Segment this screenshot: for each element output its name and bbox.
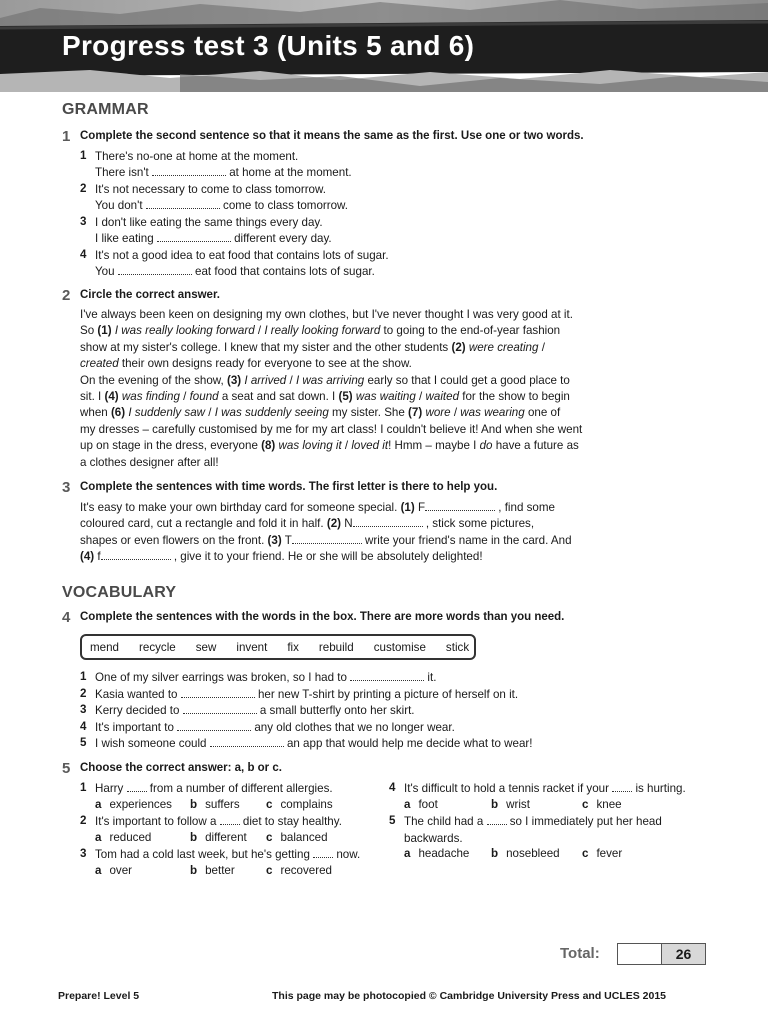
option-text: over [109,863,133,877]
answer-option[interactable] [582,798,622,811]
item-first-sentence: There's no-one at home at the moment. [95,150,299,163]
answer-blank[interactable] [183,704,257,714]
gap-number: (8) [261,439,276,453]
answer-option[interactable] [491,847,560,860]
answer-option: I was suddenly seeing [214,406,329,420]
answer-option[interactable] [95,864,132,877]
answer-blank[interactable] [101,550,171,560]
question-instruction: Circle the correct answer. [80,289,220,301]
grammar-heading: GRAMMAR [62,101,149,118]
option-letter: c [582,797,589,811]
option-letter: b [190,797,198,811]
word-box-item: sew [195,640,217,654]
vocabulary-heading: VOCABULARY [62,584,177,601]
option-letter: a [95,830,102,844]
option-letter: b [491,797,499,811]
passage-line: shapes or even flowers on the front. (3) T write your friend's name in the card. And [80,533,572,547]
passage-line: On the evening of the show, (3) I arrived / I was arriving early so that I could get a good place to [80,373,570,387]
answer-blank[interactable] [177,721,251,731]
title-banner [0,0,768,92]
question-number: 1 [62,128,71,145]
answer-blank[interactable] [353,517,423,527]
item-number: 1 [80,149,87,162]
option-letter: b [491,847,499,860]
gap-number: (2) [451,340,466,354]
gap-number: (4) [80,550,95,564]
item-sentence: It's difficult to hold a tennis racket if your is hurting. [404,782,686,795]
answer-option[interactable] [266,798,333,811]
answer-option: found [189,390,219,404]
item-second-sentence: There isn't at home at the moment. [95,166,352,179]
total-value: 26 [661,943,706,965]
answer-option: was finding [121,390,180,404]
option-letter: c [266,830,273,844]
option-text: wrist [506,797,530,811]
item-number: 5 [80,736,87,749]
answer-option: I suddenly saw [128,406,206,420]
word-box-item: stick [445,640,470,654]
answer-blank[interactable] [425,501,495,511]
word-box-item: customise [373,640,426,654]
item-number: 1 [80,670,87,683]
option-text: headache [418,847,470,860]
option-text: recovered [280,863,333,877]
answer-blank[interactable] [292,534,362,544]
answer-blank[interactable] [487,815,507,825]
answer-blank[interactable] [220,815,240,825]
answer-blank[interactable] [127,782,147,792]
option-text: knee [596,797,622,811]
answer-option: created [80,357,119,371]
item-number: 2 [80,182,87,195]
answer-option[interactable] [190,864,235,877]
option-text: experiences [109,797,172,811]
word-box-item: mend [90,640,120,654]
item-sentence: It's important to follow a diet to stay healthy. [95,815,342,828]
answer-option[interactable] [404,798,438,811]
option-text: fever [596,847,623,860]
q2-passage [80,307,620,471]
answer-option: I really looking forward [264,324,381,338]
answer-option[interactable] [266,864,332,877]
answer-option[interactable] [95,798,172,811]
item-sentence: Kerry decided to a small butterfly onto her skirt. [95,704,415,717]
option-text: balanced [280,830,328,844]
answer-option: was loving it [278,439,342,453]
answer-blank[interactable] [612,782,632,792]
option-letter: b [190,830,198,844]
passage-line: a clothes designer after all! [80,455,219,469]
word-box-item: invent [236,640,268,654]
score-input-box[interactable] [617,943,663,965]
option-text: suffers [205,797,240,811]
item-number: 2 [80,814,87,827]
passage-line: when (6) I suddenly saw / I was suddenly seeing my sister. She (7) wore / was wearing one of [80,406,561,420]
question-instruction: Complete the sentences with time words. The first letter is there to help you. [80,481,498,493]
page-title: Progress test 3 (Units 5 and 6) [62,30,475,61]
option-letter: a [404,847,411,860]
q3-passage [80,500,620,566]
gap-number: (4) [104,390,119,404]
item-number: 3 [80,847,87,860]
answer-option: was wearing [460,406,525,420]
answer-option[interactable] [582,847,622,860]
gap-number: (1) [97,324,112,338]
option-letter: c [266,863,273,877]
item-sentence: I wish someone could an app that would help me decide what to wear! [95,737,533,750]
gap-number: (5) [338,390,353,404]
footer-copyright: This page may be photocopied © Cambridge University Press and UCLES 2015 [272,990,667,1002]
gap-number: (6) [110,406,126,420]
option-text: complains [280,797,333,811]
question-instruction: Complete the second sentence so that it means the same as the first. Use one or two words. [80,130,584,142]
item-second-sentence: You eat food that contains lots of sugar. [95,265,375,278]
item-number: 4 [80,248,87,261]
option-text: better [205,863,235,877]
item-number: 1 [80,781,87,794]
item-sentence: Kasia wanted to her new T-shirt by printing a picture of herself on it. [95,687,519,701]
gap-number: (3) [226,373,242,387]
footer-level: Prepare! Level 5 [58,990,140,1002]
item-number: 4 [389,781,396,794]
answer-option[interactable] [190,798,240,811]
item-sentence: It's important to any old clothes that we no longer wear. [95,720,455,734]
item-second-sentence: You don't come to class tomorrow. [95,199,349,212]
item-number: 5 [389,814,396,827]
option-text: reduced [109,830,152,844]
question-number: 2 [62,287,71,304]
total-label: Total: [560,945,600,962]
answer-blank[interactable] [210,737,284,747]
item-number: 4 [80,719,87,733]
option-text: nosebleed [506,847,560,860]
gap-number: (3) [267,533,282,547]
option-letter: c [266,797,273,811]
answer-option: I arrived [244,373,287,387]
question-number: 5 [62,760,71,777]
answer-option[interactable] [190,831,247,844]
item-number: 3 [80,215,87,228]
passage-line: It's easy to make your own birthday card for someone special. (1) F , find some [80,501,555,514]
item-sentence: Harry from a number of different allergies. [95,782,333,795]
answer-blank[interactable] [146,199,220,209]
item-first-sentence: It's not a good idea to eat food that contains lots of sugar. [95,249,389,262]
gap-number: (1) [400,501,415,514]
item-first-sentence: It's not necessary to come to class tomorrow. [95,183,326,196]
option-text: different [205,830,247,844]
answer-blank[interactable] [181,688,255,698]
answer-option: waited [425,390,460,404]
answer-option: wore [425,406,451,420]
passage-line: (4) f , give it to your friend. He or she will be absolutely delighted! [80,550,483,564]
passage-line: created their own designs ready for everyone to see at the show. [80,357,412,371]
item-number: 3 [80,703,87,716]
word-box-item: fix [287,640,299,654]
item-sentence: One of my silver earrings was broken, so I had to it. [95,671,437,684]
answer-blank[interactable] [157,232,231,242]
word-box-item: rebuild [318,640,354,654]
answer-blank[interactable] [313,848,333,858]
passage-line: So (1) I was really looking forward / I really looking forward to going to the end-of-year fashion [80,324,561,338]
answer-blank[interactable] [152,166,226,176]
question-instruction: Complete the sentences with the words in the box. There are more words than you need. [80,611,565,623]
item-number: 2 [80,686,87,700]
question-number: 3 [62,479,71,496]
item-first-sentence: I don't like eating the same things every day. [95,216,323,229]
answer-option[interactable] [95,831,151,844]
option-letter: a [404,797,411,811]
passage-line: show at my sister's college. I knew that my sister and the other students (2) were creating / [80,340,545,354]
item-second-sentence: I like eating different every day. [95,232,332,245]
answer-option: was waiting [355,390,416,404]
question-number: 4 [62,609,71,626]
answer-blank[interactable] [350,671,424,681]
answer-option: I was really looking forward [114,324,255,338]
answer-option[interactable] [491,798,530,811]
word-box [80,634,476,660]
item-sentence-cont: backwards. [404,831,463,845]
word-box-item: recycle [139,640,176,654]
answer-option: do [479,439,493,453]
passage-line: I've always been keen on designing my own clothes, but I've never thought I was very good at it. [80,308,573,321]
answer-blank[interactable] [118,265,192,275]
passage-line: coloured card, cut a rectangle and fold it in half. (2) N , stick some pictures, [80,517,535,531]
answer-option: I was arriving [295,373,365,387]
option-letter: a [95,797,102,811]
option-letter: a [95,863,102,877]
item-sentence: The child had a so I immediately put her head [404,815,662,828]
item-sentence: Tom had a cold last week, but he's getting now. [95,848,361,861]
answer-option[interactable] [404,847,469,860]
passage-line: up on stage in the dress, everyone (8) was loving it / loved it! Hmm – maybe I do have a future as [80,439,579,453]
gap-number: (2) [326,517,342,531]
passage-line: sit. I (4) was finding / found a seat and sat down. I (5) was waiting / waited for the show to begin [80,390,570,404]
answer-option: were creating [468,340,539,354]
question-instruction: Choose the correct answer: a, b or c. [80,762,282,774]
passage-line: my dresses – carefully customised by me for my art class! I couldn't believe it! And when she went [80,422,583,436]
option-text: foot [418,797,438,811]
option-letter: c [582,847,589,860]
option-letter: b [190,863,198,877]
answer-option: loved it [351,439,389,453]
gap-number: (7) [408,406,423,420]
answer-option[interactable] [266,831,328,844]
